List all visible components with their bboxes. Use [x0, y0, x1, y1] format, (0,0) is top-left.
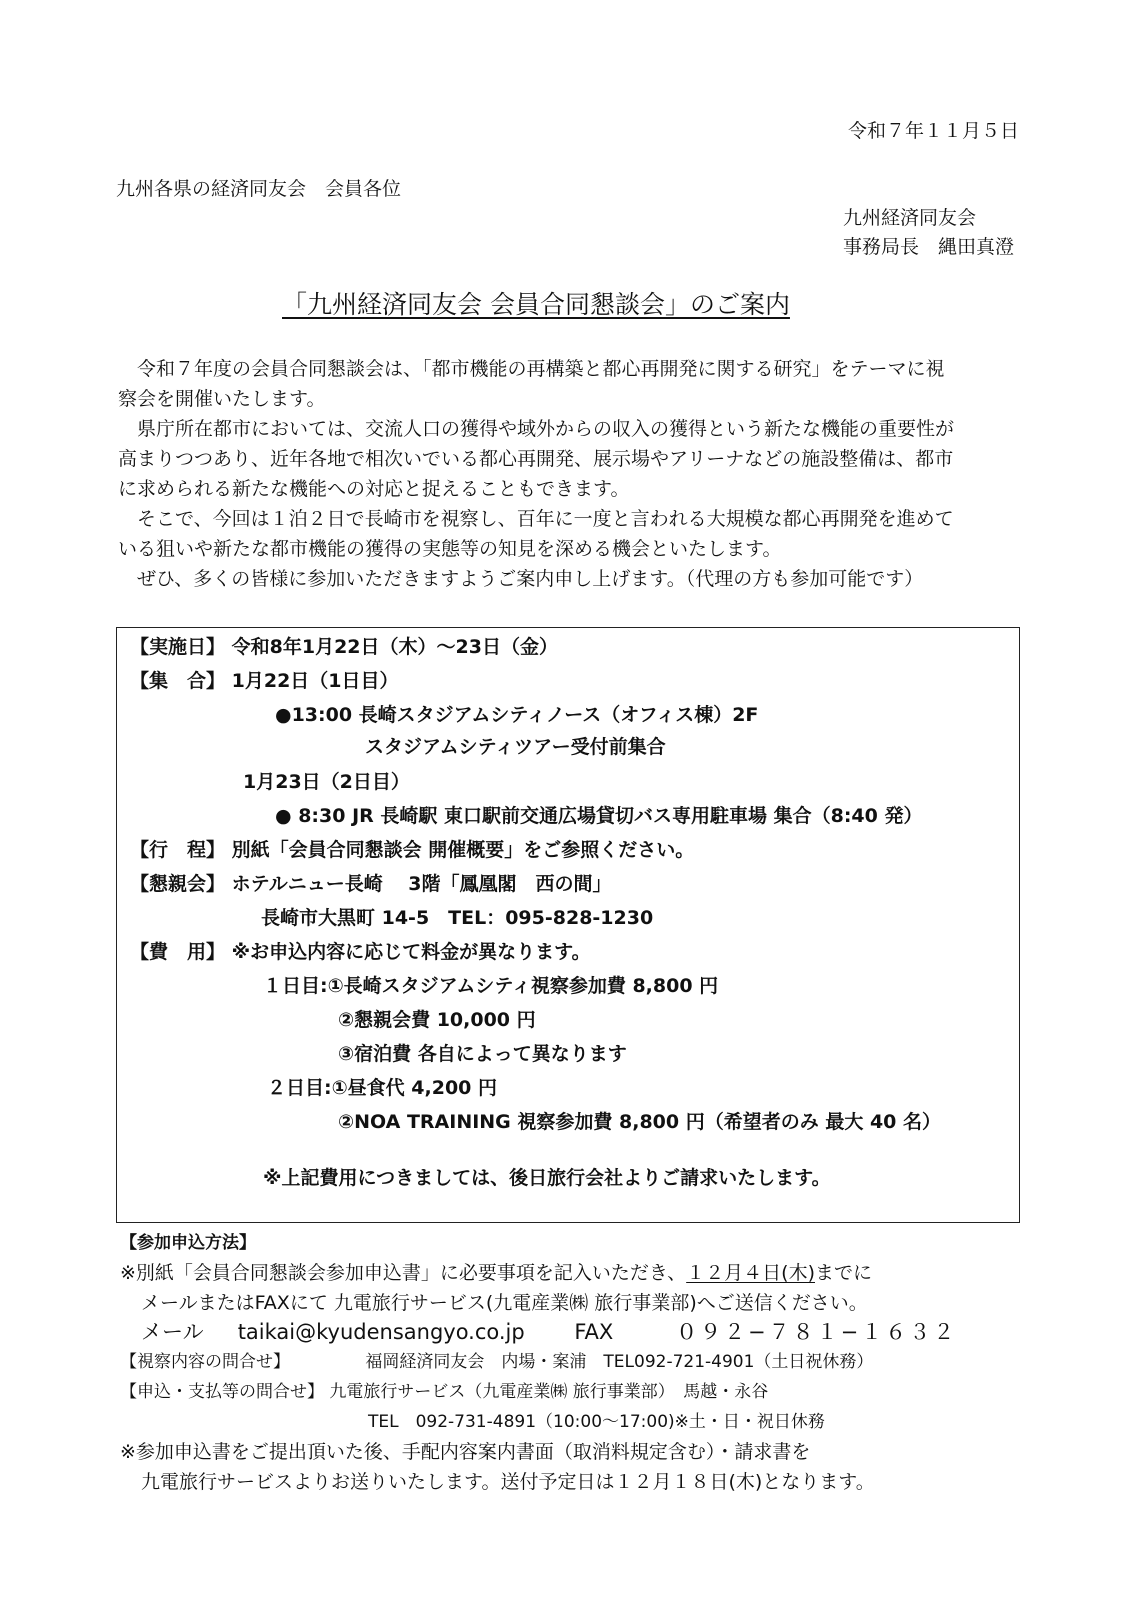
fee-day2-item1: ２日目:①昼食代 4,200 円 — [267, 1077, 498, 1099]
itinerary-row — [130, 838, 694, 862]
intro-line: に求められる新たな機能への対応と捉えることもできます。 — [118, 478, 630, 500]
inquiry-content-row — [120, 1351, 873, 1373]
mail-address[interactable]: taikai@kyudensangyo.co.jp — [237, 1320, 525, 1344]
itinerary-label: 【行 程】 — [130, 839, 226, 861]
inquiry-payment-value: 九電旅行サービス（九電産業㈱ 旅行事業部） 馬越・永谷 — [329, 1382, 769, 1402]
fee-day1-item3: ③宿泊費 各自によって異なります — [338, 1043, 627, 1065]
fee-row — [130, 940, 591, 964]
inquiry-payment-row — [120, 1381, 768, 1403]
fee-day1-item1: １日目:①長崎スタジアムシティ視察参加費 8,800 円 — [263, 975, 719, 997]
apply-line1-post: までに — [815, 1262, 873, 1284]
day1-meet-line2: スタジアムシティツアー受付前集合 — [365, 736, 666, 758]
day1-label: 1月22日（1日目） — [231, 670, 399, 692]
apply-company: 九電旅行サービス(九電産業㈱ 旅行事業部) — [333, 1292, 697, 1314]
party-value: ホテルニュー長崎 3階「鳳凰閣 西の間」 — [231, 873, 612, 895]
day2-meet: ● 8:30 JR 長崎駅 東口駅前交通広場貸切バス専用駐車場 集合（8:40 発） — [275, 805, 923, 827]
apply-line2-pre: メールまたはFAXにて — [141, 1292, 334, 1314]
intro-line: 県庁所在都市においては、交流人口の獲得や域外からの収入の獲得という新たな機能の重要性が — [137, 418, 955, 440]
date-row — [130, 635, 558, 659]
intro-line: 察会を開催いたします。 — [118, 388, 326, 410]
mail-label: メール — [141, 1320, 204, 1344]
note-line1: ※参加申込書をご提出頂いた後、手配内容案内書面（取消料規定含む）・請求書を — [120, 1441, 811, 1463]
issue-date: 令和７年１１月５日 — [847, 120, 1019, 142]
party-label: 【懇親会】 — [130, 873, 226, 895]
page-title: 「九州経済同友会 会員合同懇談会」のご案内 — [282, 290, 790, 319]
intro-line: 高まりつつあり、近年各地で相次いでいる都心再開発、展示場やアリーナなどの施設整備は、都市 — [118, 448, 954, 470]
fee-note: ※お申込内容に応じて料金が異なります。 — [231, 941, 591, 963]
day1-meet-line1: ●13:00 長崎スタジアムシティノース（オフィス棟）2F — [275, 704, 759, 726]
sender-org: 九州経済同友会 — [843, 207, 977, 229]
inquiry-payment-label: 【申込・支払等の問合せ】 — [120, 1382, 324, 1402]
apply-line2 — [141, 1292, 868, 1314]
note-line2: 九電旅行サービスよりお送りいたします。送付予定日は１２月１８日(木)となります。 — [141, 1471, 875, 1493]
date-label: 【実施日】 — [130, 636, 226, 658]
intro-body — [118, 354, 1006, 594]
inquiry-content-value: 福岡経済同友会 内場・案浦 TEL092-721-4901（土日祝休務） — [365, 1352, 874, 1372]
intro-line: ぜひ、多くの皆様に参加いただきますようご案内申し上げます。（代理の方も参加可能です） — [137, 568, 924, 590]
event-details-box — [116, 627, 1020, 1223]
inquiry-content-label: 【視察内容の問合せ】 — [120, 1352, 290, 1372]
apply-heading: 【参加申込方法】 — [120, 1233, 256, 1253]
meet-row — [130, 669, 399, 693]
itinerary-value: 別紙「会員合同懇談会 開催概要」をご参照ください。 — [231, 839, 695, 861]
fee-label: 【費 用】 — [130, 941, 226, 963]
intro-line: いる狙いや新たな都市機能の獲得の実態等の知見を深める機会といたします。 — [118, 538, 782, 560]
contact-mail-fax — [141, 1319, 957, 1345]
fee-footer: ※上記費用につきましては、後日旅行会社よりご請求いたします。 — [263, 1167, 831, 1189]
party-row — [130, 872, 612, 896]
fee-day1-item2: ②懇親会費 10,000 円 — [338, 1009, 536, 1031]
recipient: 九州各県の経済同友会 会員各位 — [116, 178, 402, 200]
day2-label: 1月23日（2日目） — [243, 771, 410, 793]
party-address: 長崎市大黒町 14-5 TEL：095-828-1230 — [261, 907, 654, 929]
apply-line1 — [120, 1262, 872, 1284]
intro-line: そこで、今回は１泊２日で長崎市を視察し、百年に一度と言われる大規模な都心再開発を進めて — [137, 508, 954, 530]
apply-deadline: １２月４日(木) — [686, 1262, 815, 1284]
meet-label: 【集 合】 — [130, 670, 226, 692]
fax-number: ０９２−７８１−１６３２ — [676, 1320, 958, 1344]
intro-line: 令和７年度の会員合同懇談会は、「都市機能の再構築と都心再開発に関する研究」をテーマに視 — [137, 358, 945, 380]
apply-line2-post: へご送信ください。 — [696, 1292, 868, 1314]
date-value: 令和8年1月22日（木）～23日（金） — [231, 636, 558, 658]
apply-line1-pre: ※別紙「会員合同懇談会参加申込書」に必要事項を記入いただき、 — [120, 1262, 687, 1284]
sender-name: 事務局長 縄田真澄 — [843, 236, 1015, 258]
inquiry-payment-tel: TEL 092-731-4891（10:00～17:00)※土・日・祝日休務 — [368, 1412, 825, 1432]
fee-day2-item2: ②NOA TRAINING 視察参加費 8,800 円（希望者のみ 最大 40 名） — [338, 1111, 942, 1133]
fax-label: FAX — [574, 1320, 614, 1344]
